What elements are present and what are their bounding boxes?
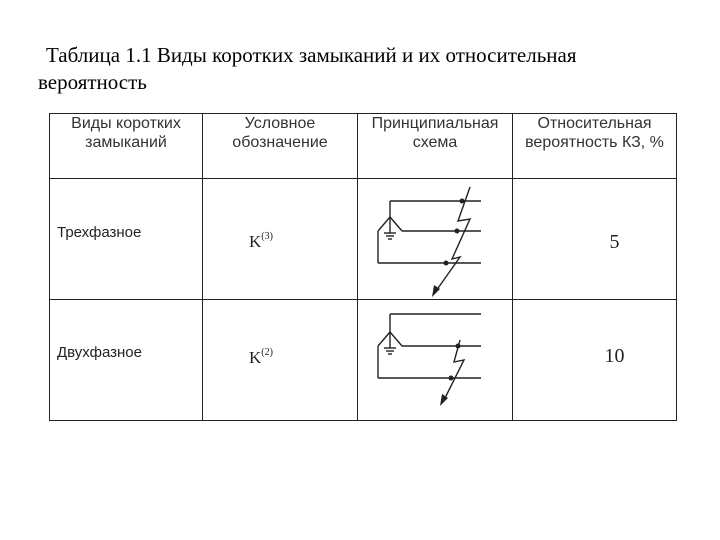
cell-fault-type xyxy=(50,179,203,300)
fault-types-table xyxy=(49,113,677,421)
header-probability: Относительная вероятность КЗ, % xyxy=(513,114,677,179)
table-row xyxy=(50,300,677,421)
cell-scheme xyxy=(358,300,513,421)
fault-type-label: Трехфазное xyxy=(57,224,142,241)
cell-fault-type xyxy=(50,300,203,421)
table-row xyxy=(50,179,677,300)
three-phase-fault-scheme-icon xyxy=(358,179,513,299)
caption-line-1: Таблица 1.1 Виды коротких замыканий и их относительная xyxy=(46,43,577,67)
cell-symbol xyxy=(203,300,358,421)
cell-probability xyxy=(513,179,677,300)
fault-type-label: Двухфазное xyxy=(57,344,142,361)
cell-symbol xyxy=(203,179,358,300)
header-fault-type: Виды коротких замыканий xyxy=(50,114,203,179)
two-phase-fault-scheme-icon xyxy=(358,300,513,420)
caption-line-2: вероятность xyxy=(38,70,147,94)
probability-value: 5 xyxy=(609,231,620,253)
fault-symbol: $K^{(2)}$ xyxy=(249,347,273,367)
cell-probability xyxy=(513,300,677,421)
header-symbol: Условное обозначение xyxy=(203,114,358,179)
table-header-row xyxy=(50,114,677,179)
header-scheme: Принципиальная схема xyxy=(358,114,513,179)
probability-value: 10 xyxy=(604,345,625,367)
fault-symbol: $K^{(3)}$ xyxy=(249,231,273,251)
cell-scheme xyxy=(358,179,513,300)
table-caption xyxy=(38,42,698,96)
